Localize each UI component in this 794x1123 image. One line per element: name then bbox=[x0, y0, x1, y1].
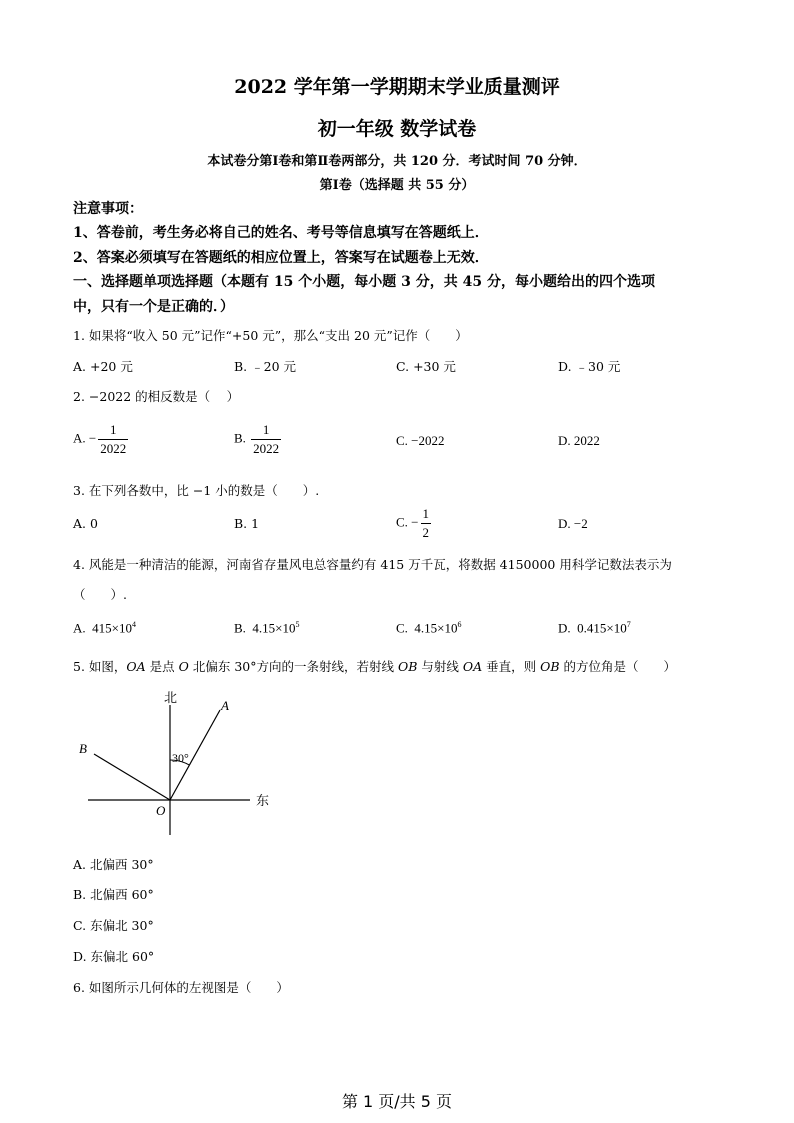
section-heading-line1: 一、选择题单项选择题（本题有 15 个小题，每小题 3 分，共 45 分，每小题给出的四个选项 bbox=[73, 274, 655, 290]
q4-a-label: A. bbox=[73, 620, 86, 636]
q5-option-a: A. 北偏西 30° bbox=[73, 857, 154, 872]
q2-b-numerator: 1 bbox=[262, 422, 270, 437]
q2-option-d: D. 2022 bbox=[558, 433, 600, 448]
q2-option-c: C. −2022 bbox=[396, 433, 445, 448]
q5-direction-diagram bbox=[70, 685, 290, 840]
q4-option-b bbox=[234, 620, 300, 636]
q4-c-label: C. bbox=[396, 620, 408, 636]
q1-option-a: A. +20 元 bbox=[73, 359, 133, 374]
q4-option-c bbox=[396, 620, 462, 636]
q1-stem: 1. 如果将“收入 50 元”记作“+50 元”，那么“支出 20 元”记作（ ） bbox=[73, 328, 468, 343]
q5-ray-ob: OB bbox=[540, 659, 560, 674]
q3-c-numerator: 1 bbox=[422, 506, 430, 521]
q5-stem-text: 是点 bbox=[145, 659, 179, 674]
ray-ob bbox=[94, 754, 170, 800]
page-number: 第 1 页/共 5 页 bbox=[341, 1092, 453, 1111]
q2-option-b bbox=[234, 422, 283, 457]
q6-stem: 6. 如图所示几何体的左视图是（ ） bbox=[73, 980, 289, 995]
q3-c-label: C. bbox=[396, 514, 408, 530]
q3-stem: 3. 在下列各数中，比 −1 小的数是（ ）. bbox=[73, 483, 320, 498]
note-item: 2、答案必须填写在答题纸的相应位置上，答案写在试题卷上无效． bbox=[73, 250, 489, 266]
q1-option-d: D. ﹣30 元 bbox=[558, 359, 621, 374]
q4-option-a bbox=[73, 620, 136, 636]
notes-heading: 注意事项： bbox=[73, 201, 143, 217]
q4-option-d bbox=[558, 620, 631, 636]
q1-option-c: C. +30 元 bbox=[396, 359, 456, 374]
q5-stem-text: 与射线 bbox=[417, 659, 463, 674]
q4-c-base: 4.15×10 bbox=[414, 620, 458, 636]
q3-option-d: D. −2 bbox=[558, 516, 588, 531]
q2-b-fraction bbox=[251, 422, 281, 457]
point-b-label: B bbox=[79, 741, 87, 756]
q5-ray-ob: OB bbox=[397, 659, 418, 674]
q5-option-c: C. 东偏北 30° bbox=[73, 918, 154, 933]
q1-option-b: B. ﹣20 元 bbox=[234, 359, 297, 374]
q5-stem-text: 5. 如图， bbox=[73, 659, 127, 674]
q5-point-o: O bbox=[178, 659, 189, 674]
q4-c-exponent: 6 bbox=[457, 620, 462, 629]
q2-option-a bbox=[73, 422, 130, 457]
q5-stem-text: 的方位角是（ ） bbox=[559, 659, 677, 674]
q2-a-numerator: 1 bbox=[109, 422, 117, 437]
q4-d-base: 0.415×10 bbox=[577, 620, 627, 636]
north-label: 北 bbox=[164, 691, 178, 706]
q3-c-denominator: 2 bbox=[422, 525, 430, 540]
q3-option-a: A. 0 bbox=[73, 516, 98, 531]
q5-ray-oa: OA bbox=[126, 659, 146, 674]
q4-a-exponent: 4 bbox=[131, 620, 136, 629]
exam-subtitle: 初一年级 数学试卷 bbox=[317, 118, 477, 140]
q4-b-base: 4.15×10 bbox=[252, 620, 296, 636]
q2-a-sign: − bbox=[88, 430, 97, 446]
q4-stem: 4. 风能是一种清洁的能源，河南省存量风电总容量约有 415 万千瓦，将数据 4150000 用科学记数法表示为 bbox=[73, 557, 672, 572]
point-o-label: O bbox=[156, 803, 166, 818]
q5-ray-oa: OA bbox=[462, 659, 483, 674]
exam-title: 2022 学年第一学期期末学业质量测评 bbox=[234, 76, 560, 98]
q5-stem bbox=[73, 657, 676, 675]
q5-option-b: B. 北偏西 60° bbox=[73, 887, 154, 902]
q4-b-exponent: 5 bbox=[295, 620, 300, 629]
q3-option-c bbox=[396, 506, 433, 541]
q2-b-label: B. bbox=[234, 430, 246, 446]
q2-stem: 2. −2022 的相反数是（ ） bbox=[73, 389, 240, 404]
q2-a-label: A. bbox=[73, 430, 86, 446]
q3-option-b: B. 1 bbox=[234, 516, 260, 531]
q2-a-denominator: 2022 bbox=[100, 441, 127, 456]
q4-d-label: D. bbox=[558, 620, 571, 636]
note-item: 1、答卷前，考生务必将自己的姓名、考号等信息填写在答题纸上． bbox=[73, 225, 489, 241]
q2-a-fraction bbox=[98, 422, 128, 457]
q4-b-label: B. bbox=[234, 620, 246, 636]
q3-c-sign: − bbox=[411, 514, 419, 530]
angle-label: 30° bbox=[172, 751, 189, 765]
q5-stem-text: 垂直，则 bbox=[482, 659, 541, 674]
q4-stem-line2: （ ）. bbox=[73, 587, 127, 602]
east-label: 东 bbox=[256, 794, 270, 809]
q3-c-fraction bbox=[421, 506, 432, 541]
section-heading-line2: 中，只有一个是正确的．） bbox=[73, 299, 234, 315]
q2-b-denominator: 2022 bbox=[253, 441, 280, 456]
q4-a-base: 415×10 bbox=[92, 620, 132, 636]
q4-d-exponent: 7 bbox=[626, 620, 631, 629]
q5-option-d: D. 东偏北 60° bbox=[73, 949, 155, 964]
part-heading: 第Ⅰ卷（选择题 共 55 分） bbox=[319, 178, 475, 193]
q5-stem-text: 北偏东 30°方向的一条射线，若射线 bbox=[188, 659, 398, 674]
point-a-label: A bbox=[221, 698, 229, 713]
exam-info: 本试卷分第Ⅰ卷和第Ⅱ卷两部分，共 120 分．考试时间 70 分钟． bbox=[207, 154, 587, 169]
